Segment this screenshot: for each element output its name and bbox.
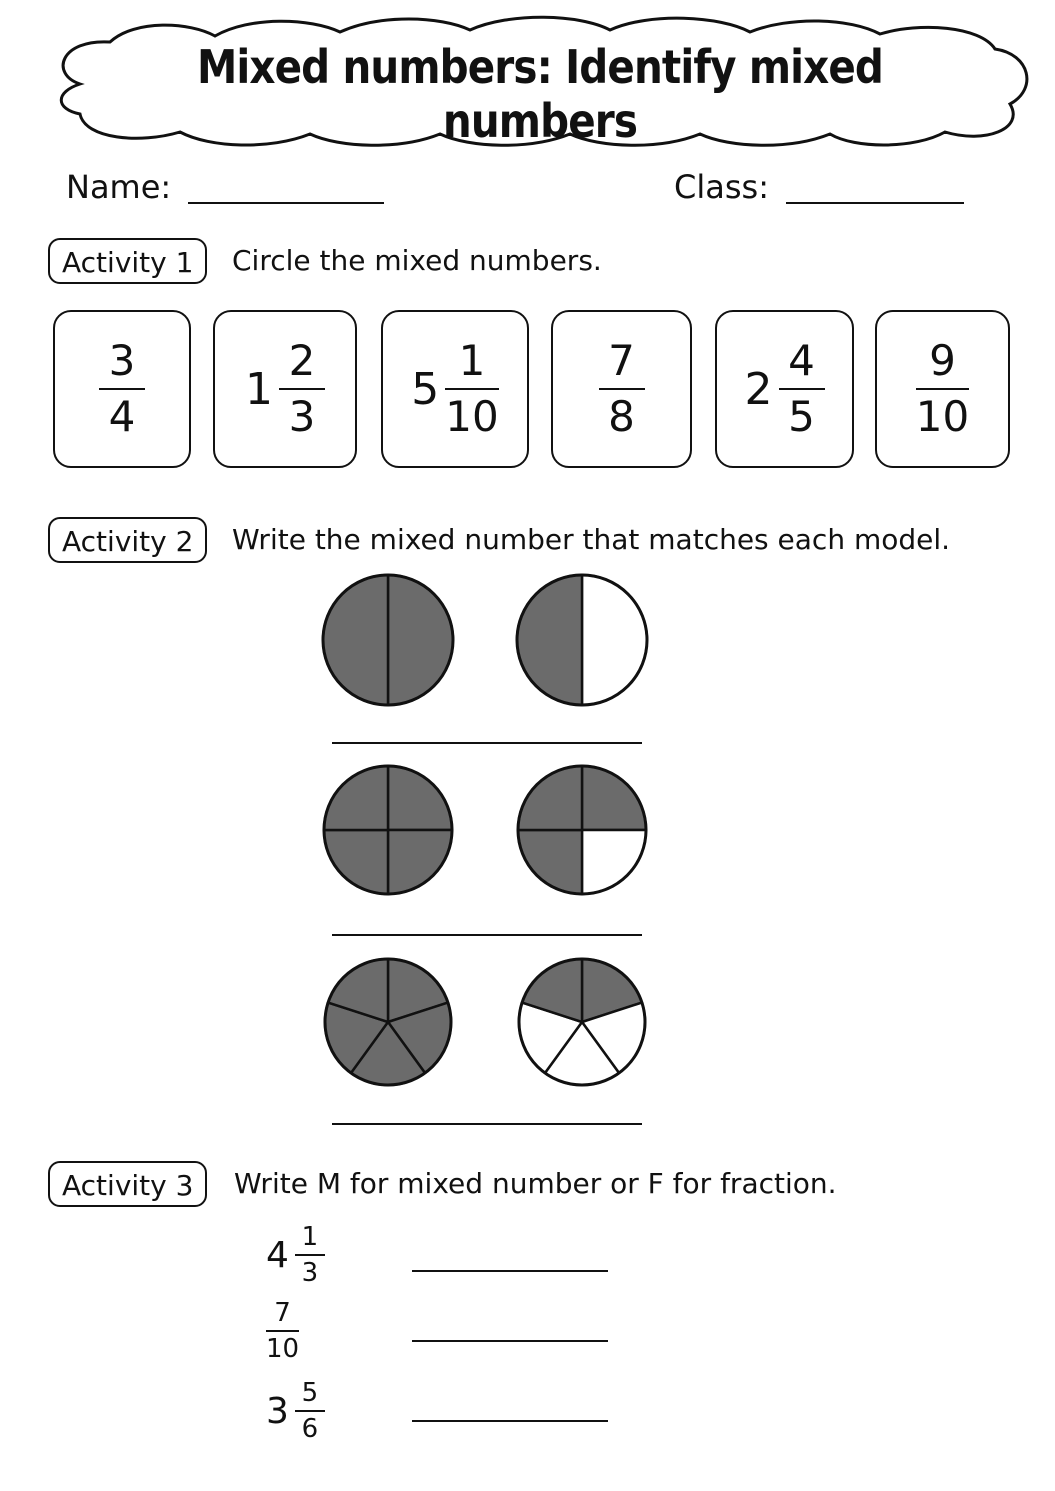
partial-model-circle	[514, 572, 650, 708]
denominator: 6	[301, 1414, 319, 1444]
fraction-bar	[599, 388, 645, 390]
whole-number: 1	[245, 363, 273, 415]
denominator: 8	[608, 392, 635, 441]
name-label: Name:	[66, 168, 172, 206]
fraction	[279, 336, 325, 442]
number-item	[266, 1298, 299, 1364]
fraction	[916, 336, 969, 442]
fraction-bar	[295, 1410, 325, 1412]
whole-model-circle	[322, 956, 454, 1088]
whole-model-circle	[321, 763, 455, 897]
fraction	[99, 336, 145, 442]
number-card[interactable]	[381, 310, 529, 468]
activity-2-instruction: Write the mixed number that matches each model.	[232, 523, 951, 556]
page-title: Mixed numbers: Identify mixed numbers	[196, 40, 884, 148]
number-item	[266, 1222, 325, 1288]
fraction	[295, 1222, 325, 1288]
fraction	[266, 1298, 299, 1364]
answer-line[interactable]	[332, 742, 642, 744]
activity-3-badge: Activity 3	[48, 1161, 207, 1207]
number-card[interactable]	[715, 310, 854, 468]
denominator: 3	[301, 1258, 319, 1288]
whole-number: 4	[266, 1234, 289, 1276]
fraction-bar	[295, 1254, 325, 1256]
fraction-bar	[99, 388, 145, 390]
answer-line[interactable]	[412, 1270, 608, 1272]
partial-model-circle	[516, 956, 648, 1088]
fraction-bar	[779, 388, 825, 390]
numerator: 7	[608, 336, 635, 385]
numerator: 7	[274, 1298, 291, 1328]
activity-3-instruction: Write M for mixed number or F for fraction.	[234, 1167, 837, 1200]
class-label: Class:	[674, 168, 769, 206]
denominator: 10	[266, 1334, 300, 1364]
name-line[interactable]	[188, 202, 384, 204]
activity-1-instruction: Circle the mixed numbers.	[232, 244, 602, 277]
denominator: 10	[445, 392, 499, 441]
denominator: 5	[788, 392, 815, 441]
whole-model-circle	[320, 572, 456, 708]
number-card[interactable]	[875, 310, 1010, 468]
whole-number: 2	[744, 363, 773, 415]
fraction-bar	[916, 388, 969, 390]
numerator: 4	[788, 336, 815, 385]
partial-model-circle	[515, 763, 649, 897]
number-card[interactable]	[53, 310, 191, 468]
activity-2-badge: Activity 2	[48, 517, 207, 563]
whole-number: 5	[411, 363, 440, 415]
fraction	[445, 336, 498, 442]
activity-1-badge: Activity 1	[48, 238, 207, 284]
fraction-bar	[445, 388, 498, 390]
numerator: 1	[301, 1222, 319, 1252]
denominator: 3	[288, 392, 316, 441]
whole-number: 3	[266, 1390, 289, 1432]
answer-line[interactable]	[332, 934, 642, 936]
answer-line[interactable]	[332, 1123, 642, 1125]
fraction	[295, 1378, 325, 1444]
fraction	[599, 336, 645, 442]
answer-line[interactable]	[412, 1340, 608, 1342]
fraction-bar	[266, 1330, 299, 1332]
numerator: 3	[108, 336, 136, 385]
fraction-bar	[279, 388, 325, 390]
pie-slice	[582, 575, 647, 705]
pie-slice	[323, 575, 388, 705]
number-card[interactable]	[213, 310, 357, 468]
numerator: 1	[458, 336, 486, 385]
fraction	[779, 336, 825, 442]
pie-slice	[517, 575, 582, 705]
numerator: 5	[301, 1378, 319, 1408]
answer-line[interactable]	[412, 1420, 608, 1422]
numerator: 9	[929, 336, 956, 385]
pie-slice	[388, 575, 453, 705]
denominator: 4	[108, 392, 136, 441]
denominator: 10	[915, 392, 970, 441]
numerator: 2	[288, 336, 316, 385]
number-item	[266, 1378, 325, 1444]
class-line[interactable]	[786, 202, 964, 204]
number-card[interactable]	[551, 310, 692, 468]
